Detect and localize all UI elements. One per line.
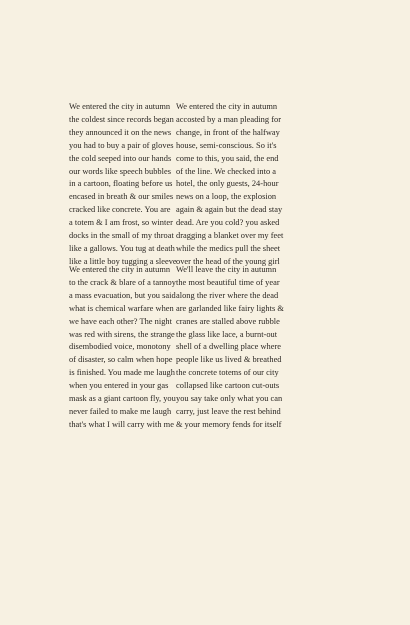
poem-line: the coldest since records began xyxy=(69,114,174,124)
poem-line: while the medics pull the sheet xyxy=(176,243,281,253)
poem-line: We'll leave the city in autumn xyxy=(176,265,277,274)
poem-line: hotel, the only guests, 24-hour xyxy=(176,179,279,189)
poem-line: again & again but the dead stay xyxy=(176,205,283,215)
poem-line: come to this, you said, the end xyxy=(176,153,279,163)
poem-line: you say take only what you can xyxy=(176,394,283,404)
poem-line: of disaster, so calm when hope xyxy=(69,355,173,365)
poem-line: house, semi-conscious. So it's xyxy=(176,140,277,150)
poem-line: mask as a giant cartoon fly, you xyxy=(69,394,176,404)
stanza-1 xyxy=(69,101,181,269)
poem-line: they announced it on the news xyxy=(69,127,172,137)
poem-line: over the head of the young girl xyxy=(176,256,280,266)
stanza-4 xyxy=(176,264,288,432)
poem-line: like a gallows. You tug at death xyxy=(69,243,175,253)
poem-line: accosted by a man pleading for xyxy=(176,114,282,124)
poem-line: a totem & I am frost, so winter xyxy=(69,218,173,228)
poem-line: encased in breath & our smiles xyxy=(69,192,174,202)
poem-line: what is chemical warfare when xyxy=(69,303,174,313)
poem-line: is finished. You made me laugh xyxy=(69,368,175,378)
poem-line: that's what I will carry with me xyxy=(69,419,174,429)
poem-line: the concrete totems of our city xyxy=(176,368,279,378)
stanza-2 xyxy=(176,101,288,269)
poem-line: disembodied voice, monotony xyxy=(69,342,171,352)
poem-line: the most beautiful time of year xyxy=(176,277,280,287)
poem-line: We entered the city in autumn xyxy=(69,102,171,111)
poem-line: of the line. We checked into a xyxy=(176,166,276,176)
poem-line: along the river where the dead xyxy=(176,290,279,300)
poem-line: & your memory fends for itself xyxy=(176,419,282,429)
stanza-3 xyxy=(69,264,181,432)
poem-line: shell of a dwelling place where xyxy=(176,342,282,352)
poem-line: in a cartoon, floating before us xyxy=(69,179,173,189)
poem-line: was red with sirens, the strange xyxy=(69,329,175,339)
poem-line: you had to buy a pair of gloves xyxy=(69,140,174,150)
poem-line: docks in the small of my throat xyxy=(69,231,174,241)
poem-line: change, in front of the halfway xyxy=(176,127,280,137)
poem-line: like a little boy tugging a sleeve xyxy=(69,256,177,266)
poem-line: We entered the city in autumn xyxy=(69,265,171,274)
poem-line: our words like speech bubbles xyxy=(69,166,171,176)
poem-line: never failed to make me laugh xyxy=(69,406,172,416)
poem-line: to the crack & blare of a tannoy xyxy=(69,277,176,287)
poem-line: we have each other? The night xyxy=(69,316,172,326)
poem-line: when you entered in your gas xyxy=(69,381,169,391)
poem-line: cracked like concrete. You are xyxy=(69,205,171,215)
poem-line: cranes are stalled above rubble xyxy=(176,316,280,326)
poem-line: are garlanded like fairy lights & xyxy=(176,303,284,313)
poem-line: the glass like lace, a burnt-out xyxy=(176,329,278,339)
poem-line: the cold seeped into our hands xyxy=(69,153,172,163)
poem-line: collapsed like cartoon cut-outs xyxy=(176,381,280,391)
poem-line: dragging a blanket over my feet xyxy=(176,231,284,241)
poem-line: people like us lived & breathed xyxy=(176,355,282,365)
poem-line: carry, just leave the rest behind xyxy=(176,406,281,416)
poem-line: news on a loop, the explosion xyxy=(176,192,277,202)
poem-line: dead. Are you cold? you asked xyxy=(176,218,280,228)
poem-line: We entered the city in autumn xyxy=(176,102,278,111)
poem-line: a mass evacuation, but you said xyxy=(69,290,176,300)
